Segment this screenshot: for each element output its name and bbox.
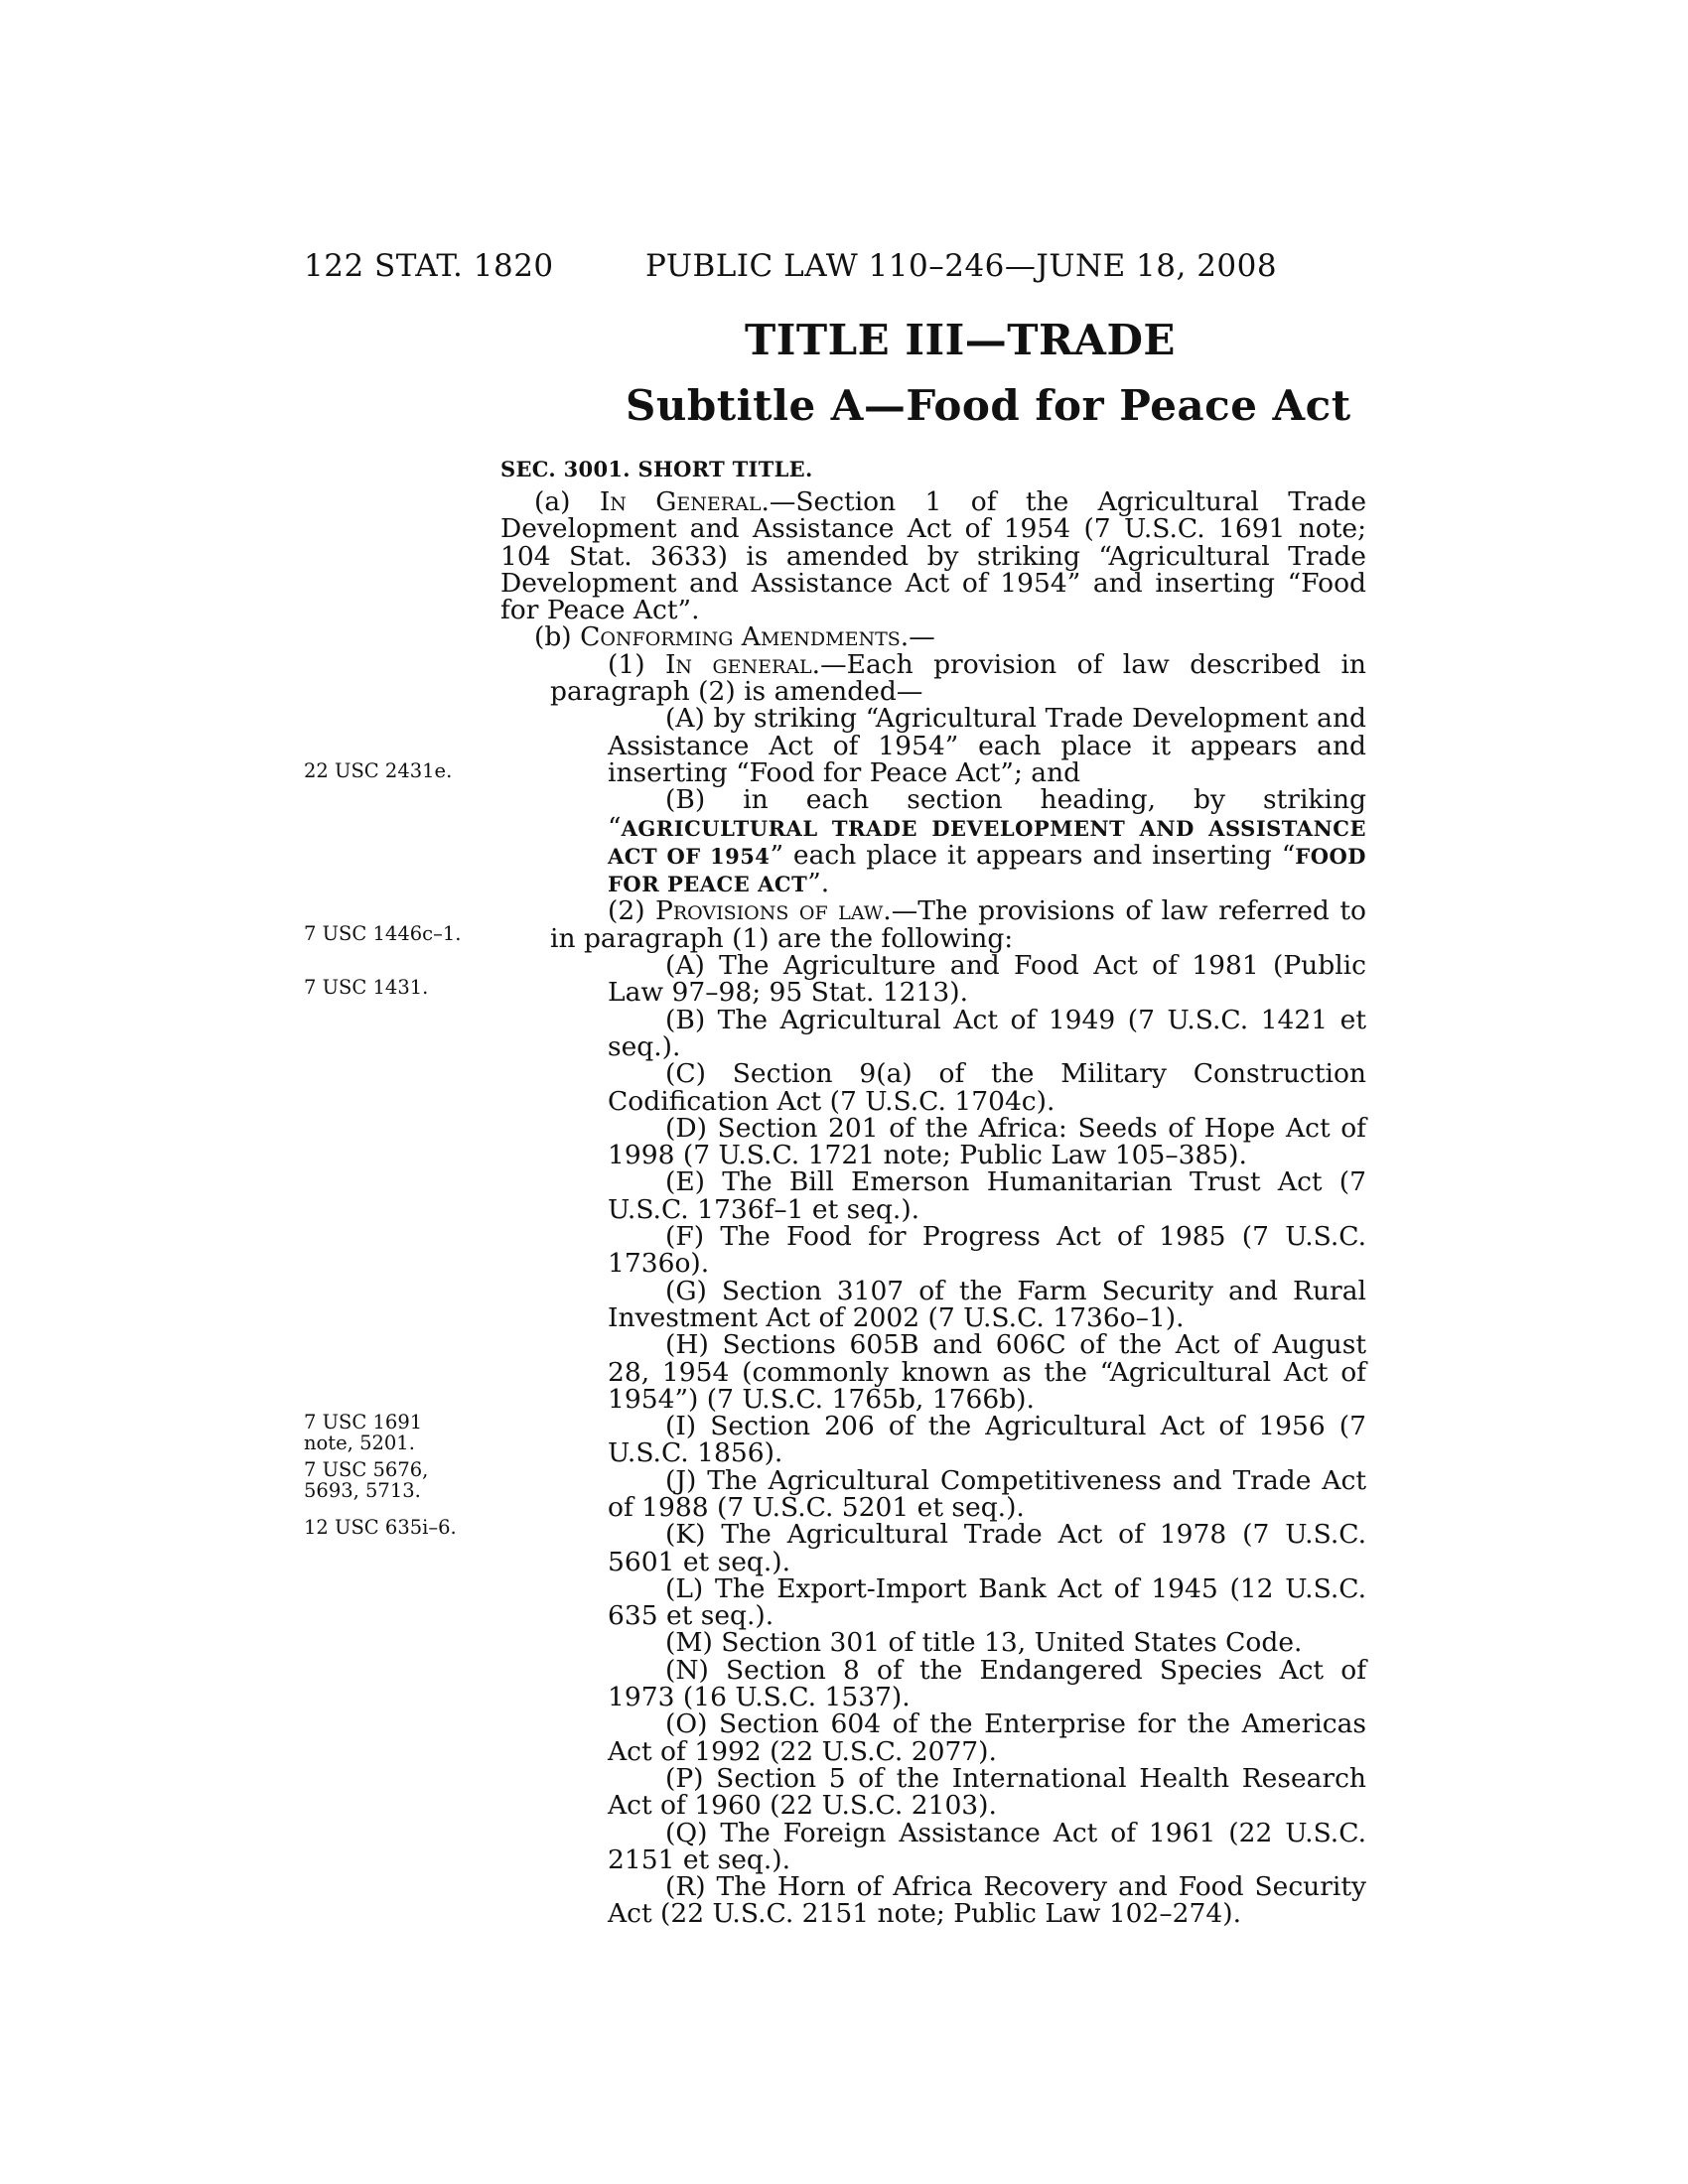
margin-note: 7 USC 5676, 5693, 5713. bbox=[304, 1458, 429, 1502]
subparagraph: (A) by striking “Agricultural Trade Development and Assistance Act of 1954” each place it appears and inserting “Food for Peace Act”; and bbox=[608, 703, 1366, 788]
section-body bbox=[500, 488, 1366, 1928]
provision-item: (C) Section 9(a) of the Military Construction Codification Act (7 U.S.C. 1704c). bbox=[608, 1058, 1366, 1117]
margin-note: 12 USC 635i–6. bbox=[304, 1516, 457, 1539]
title-heading: TITLE III—TRADE bbox=[745, 316, 1176, 364]
provision-item: (N) Section 8 of the Endangered Species Act of 1973 (16 U.S.C. 1537). bbox=[608, 1654, 1366, 1713]
provision-item: (O) Section 604 of the Enterprise for the Americas Act of 1992 (22 U.S.C. 2077). bbox=[608, 1708, 1366, 1767]
paragraph-caption: Provisions of law bbox=[655, 895, 884, 927]
margin-note: 7 USC 1691 note, 5201. bbox=[304, 1411, 423, 1454]
margin-note: 7 USC 1431. bbox=[304, 976, 429, 999]
provision-item: (Q) The Foreign Assistance Act of 1961 (22 U.S.C. 2151 et seq.). bbox=[608, 1817, 1366, 1875]
paragraph-caption: In general bbox=[664, 648, 812, 680]
provision-item: (K) The Agricultural Trade Act of 1978 (7 U.S.C. 5601 et seq.). bbox=[608, 1519, 1366, 1577]
margin-note: 22 USC 2431e. bbox=[304, 759, 453, 782]
provision-item: (F) The Food for Progress Act of 1985 (7 U.S.C. 1736o). bbox=[608, 1221, 1366, 1280]
subtitle-heading: Subtitle A—Food for Peace Act bbox=[626, 381, 1351, 430]
provision-item: (H) Sections 605B and 606C of the Act of August 28, 1954 (commonly known as the “Agricultural Act of 1954”) (7 U.S.C. 1765b, 1766b). bbox=[608, 1329, 1366, 1415]
margin-note: 7 USC 1446c–1. bbox=[304, 922, 462, 945]
paragraph-b1: (1) In general.—Each provision of law described in paragraph (2) is amended— bbox=[550, 648, 1366, 708]
provision-item: (L) The Export-Import Bank Act of 1945 (12 U.S.C. 635 et seq.). bbox=[608, 1572, 1366, 1632]
section-heading: SEC. 3001. SHORT TITLE. bbox=[500, 457, 813, 481]
provision-item: (D) Section 201 of the Africa: Seeds of Hope Act of 1998 (7 U.S.C. 1721 note; Public Law 105–385). bbox=[608, 1112, 1366, 1171]
struck-heading: AGRICULTURAL TRADE DEVELOPMENT AND ASSISTANCE ACT OF 1954 bbox=[608, 815, 1366, 869]
subsection-caption: In General bbox=[599, 486, 762, 517]
provision-item: (G) Section 3107 of the Farm Security and Rural Investment Act of 2002 (7 U.S.C. 1736o–1). bbox=[608, 1275, 1366, 1333]
provision-item: (R) The Horn of Africa Recovery and Food Security Act (22 U.S.C. 2151 note; Public Law 102–274). bbox=[608, 1871, 1366, 1930]
paragraph-b2: (2) Provisions of law.—The provisions of law referred to in paragraph (1) are the following: bbox=[550, 895, 1366, 954]
subsection-caption: Conforming Amendments bbox=[580, 621, 901, 653]
provision-item: (E) The Bill Emerson Humanitarian Trust Act (7 U.S.C. 1736f–1 et seq.). bbox=[608, 1166, 1366, 1225]
provision-item: (M) Section 301 of title 13, United States Code. bbox=[665, 1627, 1303, 1659]
provision-item: (B) The Agricultural Act of 1949 (7 U.S.C. 1421 et seq.). bbox=[608, 1004, 1366, 1062]
subsection-a: (a) In General.—Section 1 of the Agricultural Trade Development and Assistance Act of 1954 (7 U.S.C. 1691 note; 104 Stat. 3633) is amended by striking “Agricultural Trade Development and Assistance Act of 1954” and inserting “Food for Peace Act”. bbox=[500, 486, 1367, 626]
subsection-b: (b) Conforming Amendments.— bbox=[534, 621, 935, 653]
running-head: PUBLIC LAW 110–246—JUNE 18, 2008 bbox=[645, 248, 1278, 284]
subparagraph: (B) in each section heading, by striking “AGRICULTURAL TRADE DEVELOPMENT AND ASSISTANCE ACT OF 1954” each place it appears and inserting “FOOD FOR PEACE ACT”. bbox=[608, 784, 1367, 899]
provision-item: (A) The Agriculture and Food Act of 1981 (Public Law 97–98; 95 Stat. 1213). bbox=[608, 950, 1366, 1009]
provision-item: (I) Section 206 of the Agricultural Act of 1956 (7 U.S.C. 1856). bbox=[608, 1411, 1366, 1469]
page-reference: 122 STAT. 1820 bbox=[304, 248, 554, 284]
provision-item: (P) Section 5 of the International Health Research Act of 1960 (22 U.S.C. 2103). bbox=[608, 1762, 1366, 1822]
inserted-heading: FOOD FOR PEACE ACT bbox=[608, 843, 1367, 897]
provision-item: (J) The Agricultural Competitiveness and Trade Act of 1988 (7 U.S.C. 5201 et seq.). bbox=[608, 1464, 1366, 1523]
